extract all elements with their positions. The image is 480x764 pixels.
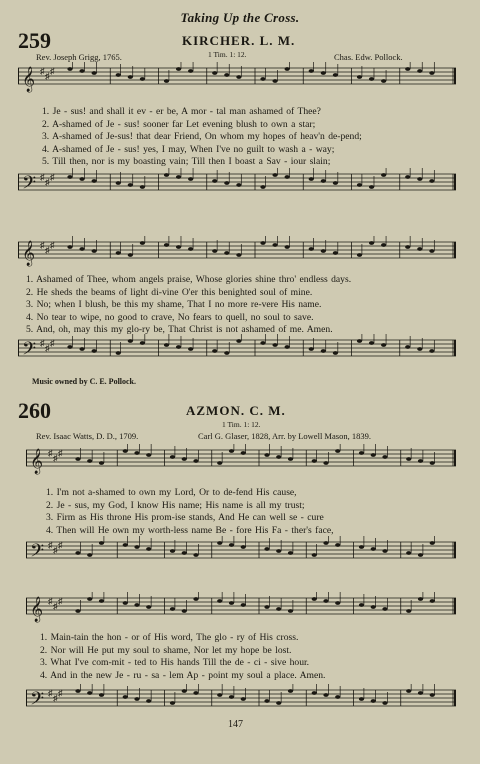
note-head (260, 185, 265, 189)
note-head (359, 603, 364, 607)
sharp-icon: ♯ (45, 177, 50, 187)
sharp-icon: ♯ (45, 245, 50, 255)
note-head (276, 455, 281, 459)
note-head (182, 457, 187, 461)
music-system (18, 236, 456, 276)
note-head (217, 541, 222, 545)
note-head (381, 79, 386, 83)
note-head (371, 699, 376, 703)
note-head (241, 697, 246, 701)
note-head (188, 69, 193, 73)
note-head (312, 691, 317, 695)
note-head (417, 247, 422, 251)
note-head (67, 67, 72, 71)
note-head (236, 183, 241, 187)
note-head (188, 247, 193, 251)
note-head (357, 339, 362, 343)
verse-line: 2. Nor will He put my soul to shame, Nor let my hope be lost. (40, 644, 292, 656)
note-head (357, 183, 362, 187)
hymn-number: 259 (18, 28, 51, 53)
note-head (312, 553, 317, 557)
note-head (140, 77, 145, 81)
clef-icon: 𝄢 (22, 339, 37, 364)
sharp-icon: ♯ (50, 240, 55, 250)
note-head (75, 457, 80, 461)
sharp-icon: ♯ (40, 338, 45, 348)
note-head (176, 245, 181, 249)
music-system (26, 592, 456, 632)
note-head (371, 453, 376, 457)
note-head (264, 605, 269, 609)
verse-line: 3. Firm as His throne His prom-ise stands, And He can well se - cure (46, 512, 324, 524)
note-head (369, 241, 374, 245)
note-head (134, 545, 139, 549)
note-head (381, 343, 386, 347)
music-system (26, 684, 456, 724)
note-head (323, 599, 328, 603)
sharp-icon: ♯ (45, 71, 50, 81)
note-head (371, 605, 376, 609)
note-head (146, 453, 151, 457)
note-head (193, 691, 198, 695)
note-head (335, 695, 340, 699)
note-head (333, 181, 338, 185)
tune-name: AZMON. C. M. (186, 403, 286, 418)
note-head (264, 453, 269, 457)
note-head (276, 607, 281, 611)
note-head (170, 455, 175, 459)
note-head (236, 253, 241, 257)
note-head (382, 455, 387, 459)
note-head (369, 341, 374, 345)
note-head (99, 541, 104, 545)
music-system (18, 168, 456, 208)
note-head (359, 451, 364, 455)
note-head (405, 245, 410, 249)
note-head (75, 609, 80, 613)
note-head (309, 177, 314, 181)
note-head (128, 339, 133, 343)
note-head (406, 689, 411, 693)
note-head (288, 609, 293, 613)
note-head (92, 249, 97, 253)
verse-line: 2. A-shamed of Je - sus! sooner far Let evening blush to own a star; (42, 118, 316, 130)
note-head (272, 243, 277, 247)
clef-icon: 𝄢 (30, 541, 45, 566)
note-head (430, 461, 435, 465)
note-head (333, 351, 338, 355)
note-head (285, 245, 290, 249)
note-head (123, 543, 128, 547)
note-head (188, 177, 193, 181)
note-head (405, 345, 410, 349)
verse-block (26, 274, 454, 337)
sharp-icon: ♯ (53, 601, 58, 611)
clef-icon: 𝄞 (22, 241, 36, 266)
note-head (359, 697, 364, 701)
note-head (236, 75, 241, 79)
sharp-icon: ♯ (48, 540, 53, 550)
note-head (140, 341, 145, 345)
note-head (164, 79, 169, 83)
verse-line: 1. I'm not a-shamed to own my Lord, Or to de-fend His cause, (46, 487, 297, 498)
note-head (406, 457, 411, 461)
tune-name: KIRCHER. L. M. (182, 33, 296, 48)
note-head (333, 251, 338, 255)
note-head (276, 701, 281, 705)
note-head (87, 553, 92, 557)
note-head (229, 543, 234, 547)
note-head (417, 347, 422, 351)
note-head (67, 345, 72, 349)
note-head (116, 73, 121, 77)
note-head (79, 177, 84, 181)
sharp-icon: ♯ (58, 448, 63, 458)
music-system (18, 334, 456, 374)
author-credit: Rev. Isaac Watts, D. D., 1709. (36, 431, 139, 441)
note-head (312, 597, 317, 601)
note-head (116, 251, 121, 255)
note-head (217, 599, 222, 603)
sharp-icon: ♯ (48, 448, 53, 458)
note-head (67, 245, 72, 249)
note-head (229, 449, 234, 453)
note-head (335, 601, 340, 605)
note-head (87, 691, 92, 695)
note-head (229, 601, 234, 605)
note-head (236, 339, 241, 343)
note-head (260, 241, 265, 245)
verse-line: 2. He sheds the beams of light di-vine O'er this benighted soul of mine. (26, 286, 313, 298)
note-head (321, 249, 326, 253)
note-head (128, 75, 133, 79)
sharp-icon: ♯ (40, 240, 45, 250)
clef-icon: 𝄢 (22, 173, 37, 198)
note-head (75, 551, 80, 555)
sharp-icon: ♯ (53, 693, 58, 703)
note-head (229, 695, 234, 699)
verse-line: 3. A-shamed of Je-sus! that dear Friend, On whom my hopes of heav'n de-pend; (42, 131, 362, 143)
note-head (357, 253, 362, 257)
note-head (333, 73, 338, 77)
note-head (92, 71, 97, 75)
verse-line: 1. Ashamed of Thee, whom angels praise, Whose glories shine thro' endless days. (26, 274, 352, 285)
sharp-icon: ♯ (58, 688, 63, 698)
note-head (260, 77, 265, 81)
note-head (134, 603, 139, 607)
note-head (429, 179, 434, 183)
note-head (170, 607, 175, 611)
note-head (417, 69, 422, 73)
clef-icon: 𝄞 (30, 597, 44, 622)
note-head (92, 179, 97, 183)
sharp-icon: ♯ (48, 596, 53, 606)
note-head (429, 349, 434, 353)
music-footnote: Music owned by C. E. Pollock. (32, 377, 137, 386)
sharp-icon: ♯ (40, 66, 45, 76)
note-head (405, 175, 410, 179)
note-head (312, 459, 317, 463)
clef-icon: 𝄞 (30, 449, 44, 474)
page-header: Taking Up the Cross. (180, 10, 300, 25)
note-head (212, 249, 217, 253)
note-head (182, 551, 187, 555)
sharp-icon: ♯ (48, 688, 53, 698)
clef-icon: 𝄢 (30, 689, 45, 714)
note-head (276, 549, 281, 553)
note-head (369, 185, 374, 189)
note-head (288, 689, 293, 693)
note-head (288, 457, 293, 461)
sharp-icon: ♯ (50, 338, 55, 348)
note-head (359, 545, 364, 549)
note-head (182, 609, 187, 613)
note-head (321, 349, 326, 353)
note-head (369, 77, 374, 81)
composer-credit: Chas. Edw. Pollock. (334, 52, 403, 62)
verse-line: 3. What I've com-mit - ted to His hands Till the de - ci - sive hour. (40, 657, 310, 669)
note-head (176, 345, 181, 349)
note-head (382, 701, 387, 705)
scripture-reference: 1 Tim. 1: 12. (208, 50, 247, 59)
sharp-icon: ♯ (50, 66, 55, 76)
note-head (79, 247, 84, 251)
note-head (87, 459, 92, 463)
sharp-icon: ♯ (50, 172, 55, 182)
note-head (418, 459, 423, 463)
note-head (430, 599, 435, 603)
music-system (26, 536, 456, 576)
note-head (164, 243, 169, 247)
note-head (182, 689, 187, 693)
note-head (140, 241, 145, 245)
note-head (193, 597, 198, 601)
sharp-icon: ♯ (45, 343, 50, 353)
note-head (429, 249, 434, 253)
note-head (146, 605, 151, 609)
verse-line: 4. No tear to wipe, no good to crave, No fears to quell, no soul to save. (26, 311, 314, 323)
note-head (224, 351, 229, 355)
note-head (406, 609, 411, 613)
composer-credit: Carl G. Glaser, 1828, Arr. by Lowell Mason, 1839. (198, 431, 371, 441)
note-head (323, 541, 328, 545)
note-head (123, 449, 128, 453)
note-head (381, 173, 386, 177)
author-credit: Rev. Joseph Grigg, 1765. (36, 52, 122, 62)
scripture-reference: 1 Tim. 1: 12. (222, 420, 261, 429)
note-head (371, 547, 376, 551)
note-head (92, 349, 97, 353)
note-head (405, 67, 410, 71)
note-head (99, 461, 104, 465)
verse-line: 5. And, oh, may this my glo-ry be, That Christ is not ashamed of me. Amen. (26, 324, 333, 336)
note-head (164, 343, 169, 347)
verse-block (46, 487, 456, 537)
note-head (193, 459, 198, 463)
note-head (146, 699, 151, 703)
note-head (217, 461, 222, 465)
note-head (285, 67, 290, 71)
note-head (123, 601, 128, 605)
note-head (321, 71, 326, 75)
verse-line: 1. Je - sus! and shall it ev - er be, A mor - tal man ashamed of Thee? (42, 106, 321, 117)
note-head (128, 183, 133, 187)
note-head (116, 181, 121, 185)
note-head (285, 345, 290, 349)
note-head (128, 253, 133, 257)
note-head (170, 549, 175, 553)
note-head (75, 689, 80, 693)
note-head (99, 599, 104, 603)
note-head (382, 549, 387, 553)
music-system (18, 62, 456, 102)
note-head (212, 179, 217, 183)
note-head (418, 597, 423, 601)
note-head (176, 67, 181, 71)
note-head (67, 175, 72, 179)
note-head (323, 693, 328, 697)
note-head (140, 185, 145, 189)
verse-line: 3. No; when I blush, be this my shame, That I no more re-vere His name. (26, 299, 322, 311)
verse-block (42, 106, 454, 169)
music-system (26, 444, 456, 484)
note-head (224, 181, 229, 185)
verse-line: 5. Till then, nor is my boasting vain; Till then I boast a Sav - iour slain; (42, 156, 331, 168)
note-head (241, 451, 246, 455)
note-head (309, 69, 314, 73)
note-head (382, 607, 387, 611)
note-head (87, 597, 92, 601)
note-head (217, 693, 222, 697)
note-head (146, 547, 151, 551)
note-head (323, 461, 328, 465)
note-head (123, 695, 128, 699)
note-head (418, 691, 423, 695)
note-head (381, 243, 386, 247)
verse-line: 4. And in the new Je - ru - sa - lem Ap - point my soul a place. Amen. (40, 669, 326, 681)
note-head (285, 175, 290, 179)
note-head (264, 699, 269, 703)
verse-block (40, 632, 454, 682)
note-head (170, 701, 175, 705)
note-head (193, 553, 198, 557)
note-head (429, 71, 434, 75)
note-head (164, 173, 169, 177)
note-head (309, 347, 314, 351)
note-head (116, 351, 121, 355)
note-head (79, 69, 84, 73)
page-number: 147 (228, 719, 243, 730)
verse-line: 4. A-shamed of Je - sus! yes, I may, When I've no guilt to wash a - way; (42, 143, 335, 155)
note-head (241, 603, 246, 607)
note-head (224, 73, 229, 77)
note-head (134, 697, 139, 701)
note-head (264, 547, 269, 551)
note-head (241, 545, 246, 549)
note-head (99, 693, 104, 697)
note-head (212, 71, 217, 75)
note-head (134, 451, 139, 455)
note-head (430, 693, 435, 697)
hymn-number: 260 (18, 398, 51, 423)
note-head (224, 251, 229, 255)
note-head (260, 341, 265, 345)
note-head (321, 179, 326, 183)
sharp-icon: ♯ (53, 545, 58, 555)
sharp-icon: ♯ (58, 540, 63, 550)
verse-line: 1. Main-tain the hon - or of His word, The glo - ry of His cross. (40, 632, 299, 643)
sharp-icon: ♯ (53, 453, 58, 463)
sharp-icon: ♯ (40, 172, 45, 182)
note-head (357, 75, 362, 79)
verse-line: 2. Je - sus, my God, I know His name; His name is all my trust; (46, 499, 305, 511)
note-head (212, 349, 217, 353)
note-head (272, 79, 277, 83)
note-head (188, 347, 193, 351)
note-head (176, 175, 181, 179)
note-head (272, 343, 277, 347)
note-head (417, 177, 422, 181)
clef-icon: 𝄞 (22, 67, 36, 92)
note-head (288, 551, 293, 555)
note-head (430, 541, 435, 545)
note-head (418, 553, 423, 557)
note-head (335, 449, 340, 453)
note-head (335, 543, 340, 547)
note-head (406, 551, 411, 555)
note-head (79, 347, 84, 351)
verse-line: 4. Then will He own my worth-less name Be - fore His Fa - ther's face, (46, 524, 334, 536)
note-head (272, 173, 277, 177)
sharp-icon: ♯ (58, 596, 63, 606)
note-head (309, 247, 314, 251)
